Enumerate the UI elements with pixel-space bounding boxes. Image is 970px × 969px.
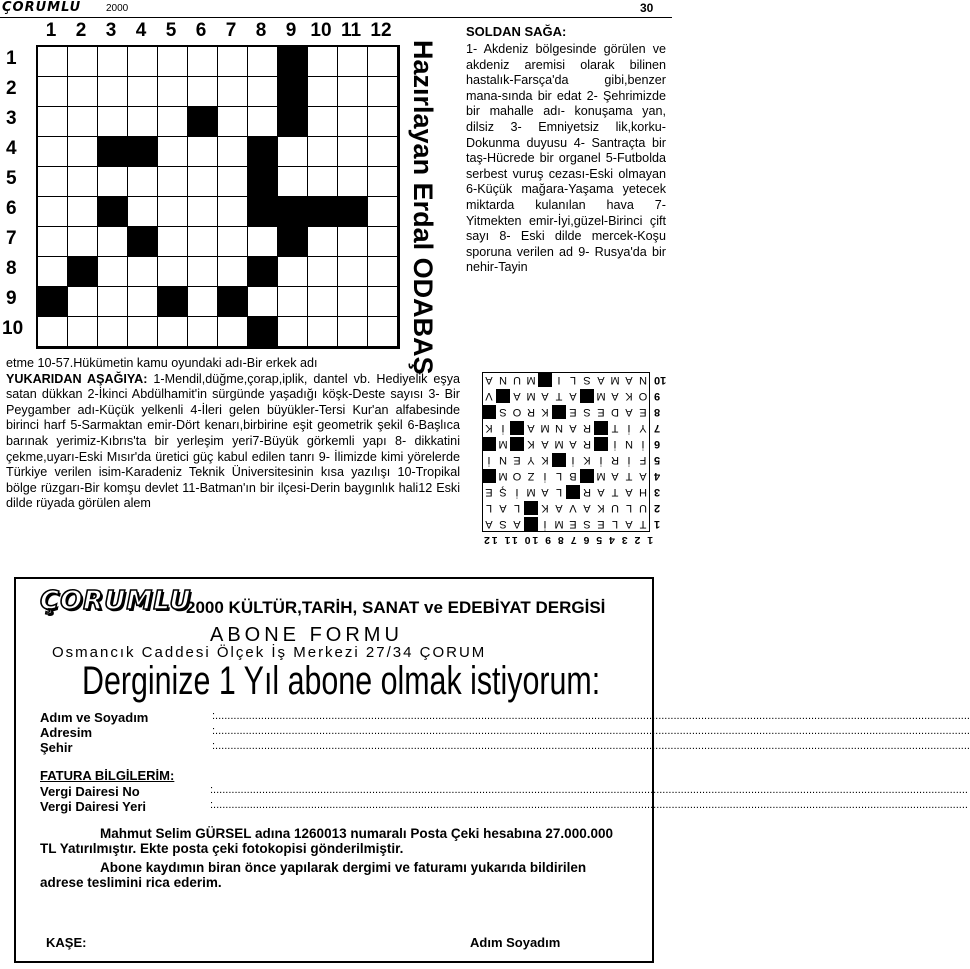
grid-cell-black <box>128 227 158 257</box>
solution-letter: R <box>527 406 535 418</box>
solution-letter: H <box>639 486 647 498</box>
author-credit <box>404 40 444 375</box>
grid-cell-empty[interactable] <box>98 287 128 317</box>
grid-cell-empty[interactable] <box>128 317 158 347</box>
grid-cell-empty[interactable] <box>158 317 188 347</box>
grid-cell-empty[interactable] <box>368 137 398 167</box>
solution-letter: A <box>611 390 619 402</box>
grid-cell-empty[interactable] <box>68 167 98 197</box>
solution-letter: M <box>554 518 564 530</box>
solution-letter: L <box>555 470 563 482</box>
solution-letter: M <box>596 470 606 482</box>
solution-letter: İ <box>501 422 505 434</box>
row-number: 5 <box>6 168 17 189</box>
solution-letter: N <box>499 374 507 386</box>
grid-cell-empty[interactable] <box>278 167 308 197</box>
solution-row-number: 6 <box>654 438 661 450</box>
grid-cell-empty[interactable] <box>98 167 128 197</box>
solution-letter: N <box>499 454 507 466</box>
tax-office-place-label: Vergi Dairesi Yeri <box>40 799 146 814</box>
solution-letter: R <box>583 422 591 434</box>
stamp-label: KAŞE: <box>46 935 87 950</box>
grid-cell-empty[interactable] <box>308 287 338 317</box>
grid-cell-empty[interactable] <box>98 47 128 77</box>
field-name-input[interactable]: :....................................................................................................................................................................................................................................................... <box>212 710 970 722</box>
column-number: 7 <box>225 20 237 41</box>
row-number: 3 <box>6 108 17 129</box>
solution-letter: M <box>526 374 536 386</box>
grid-cell-empty[interactable] <box>308 47 338 77</box>
solution-letter: K <box>485 422 493 434</box>
across-clues-tail: etme 10-57.Hükümetin kamu oyundaki adı-Bir erkek adı <box>6 356 318 370</box>
grid-cell-empty[interactable] <box>38 197 68 227</box>
solution-letter: M <box>498 438 508 450</box>
grid-cell-empty[interactable] <box>278 287 308 317</box>
solution-letter: V <box>485 390 493 402</box>
solution-letter: İ <box>641 438 645 450</box>
solution-letter: I <box>557 374 561 386</box>
field-address-input[interactable]: :....................................................................................................................................................................................................................................................... <box>212 725 970 737</box>
grid-cell-empty[interactable] <box>368 77 398 107</box>
column-number: 2 <box>75 20 87 41</box>
grid-cell-empty[interactable] <box>98 77 128 107</box>
grid-cell-empty[interactable] <box>218 227 248 257</box>
solution-letter: A <box>555 502 563 514</box>
column-number: 12 <box>370 20 392 41</box>
grid-cell-empty[interactable] <box>68 107 98 137</box>
solution-letter: S <box>583 374 591 386</box>
solution-letter: E <box>569 406 577 418</box>
column-number: 10 <box>310 20 332 41</box>
grid-cell-empty[interactable] <box>68 137 98 167</box>
column-number: 8 <box>255 20 267 41</box>
solution-letter: İ <box>627 454 631 466</box>
grid-cell-black <box>278 227 308 257</box>
grid-cell-empty[interactable] <box>308 137 338 167</box>
solution-letter: T <box>611 422 619 434</box>
solution-letter: K <box>583 454 591 466</box>
row-number: 8 <box>6 258 17 279</box>
grid-cell-empty[interactable] <box>248 77 278 107</box>
grid-cell-black <box>68 257 98 287</box>
solution-grid <box>470 372 668 552</box>
column-number: 6 <box>195 20 207 41</box>
grid-cell-empty[interactable] <box>188 317 218 347</box>
solution-letter: B <box>569 470 577 482</box>
solution-letter: T <box>555 390 563 402</box>
solution-letter: A <box>499 502 507 514</box>
row-number: 2 <box>6 78 17 99</box>
grid-cell-empty[interactable] <box>98 107 128 137</box>
grid-cell-black <box>38 287 68 317</box>
grid-cell-black <box>248 197 278 227</box>
solution-letter: E <box>513 454 521 466</box>
solution-letter: K <box>541 454 549 466</box>
grid-cell-empty[interactable] <box>188 287 218 317</box>
grid-cell-empty[interactable] <box>338 107 368 137</box>
column-number: 3 <box>105 20 117 41</box>
solution-letter: M <box>526 486 536 498</box>
grid-cell-empty[interactable] <box>308 227 338 257</box>
solution-letter: L <box>611 518 619 530</box>
grid-cell-empty[interactable] <box>218 197 248 227</box>
solution-column-numbers: 1 2 3 4 5 6 7 8 9 10 11 12 <box>482 534 654 546</box>
tax-office-no-label: Vergi Dairesi No <box>40 784 140 799</box>
solution-letter: K <box>541 406 549 418</box>
grid-cell-empty[interactable] <box>218 47 248 77</box>
grid-cell-empty[interactable] <box>128 287 158 317</box>
solution-row-number: 8 <box>654 406 661 418</box>
grid-cell-empty[interactable] <box>188 227 218 257</box>
grid-cell-empty[interactable] <box>188 257 218 287</box>
down-clues-text: 1-Mendil,düğme,çorap,iplik, dantel vb. Hediyelik eşya satan dükkan 2-İkinci Abdülhamit'in sürgünde yaşadığı köşk-Deste sayısı 3- Bir Peygamber adı-Küçük yelkenli 4-İleri gelen büyükler-Tersi Kur'an alfabesinde birinci harf 5-Sarmaktan emir-Dört kenarı,birbirine eşit geometrik şekil 6-Başlıca barınak yerimiz-Kıbrıs'ta bir yerleşim yeri7-Büyük görkemli yapı 8- dikkatini çekme,uyarı-Eski Mısır'da üretici güç kabul edilen tanrı 9- İlimizde kimi yörelerde Türkiye verilen isim-Karadeniz Teknik Üniversitesinin kısa yazılışı 10-Tropikal bölge rüzgarı-Bir komşu devlet 11-Batman'ın bir ilçesi-Derin baygınlık hali12 Eski dilde rüyada görülen alem <box>6 371 461 511</box>
header-year: 2000 <box>106 3 129 14</box>
solution-letter: İ <box>487 454 491 466</box>
grid-cell-empty[interactable] <box>68 47 98 77</box>
solution-letter: İ <box>599 454 603 466</box>
row-number: 6 <box>6 198 17 219</box>
grid-cell-empty[interactable] <box>98 317 128 347</box>
grid-cell-empty[interactable] <box>38 227 68 257</box>
grid-cell-empty[interactable] <box>38 317 68 347</box>
grid-cell-empty[interactable] <box>338 317 368 347</box>
column-number: 1 <box>45 20 57 41</box>
field-address-label: Adresim <box>40 725 93 740</box>
solution-row-number: 2 <box>654 502 661 514</box>
grid-cell-black <box>188 107 218 137</box>
column-number: 9 <box>285 20 297 41</box>
payment-text <box>40 826 630 890</box>
grid-cell-empty[interactable] <box>368 167 398 197</box>
solution-letter: E <box>639 406 647 418</box>
grid-cell-black <box>248 257 278 287</box>
grid-cell-empty[interactable] <box>338 227 368 257</box>
grid-cell-empty[interactable] <box>308 167 338 197</box>
grid-cell-empty[interactable] <box>308 77 338 107</box>
payment-paragraph-1: Mahmut Selim GÜRSEL adına 1260013 numaralı Posta Çeki hesabına 27.000.000 TL Yatırılmıştır. Ekte posta çeki fotokopisi gönderilmiştir. <box>40 826 613 856</box>
grid-cell-black <box>278 197 308 227</box>
grid-cell-black <box>248 137 278 167</box>
solution-letter: İ <box>515 486 519 498</box>
grid-cell-empty[interactable] <box>158 107 188 137</box>
grid-cell-black <box>278 107 308 137</box>
solution-letter: A <box>611 470 619 482</box>
tax-office-place-input[interactable]: :....................................................................................................................................................................................................................................................... <box>210 799 968 811</box>
grid-cell-empty[interactable] <box>158 47 188 77</box>
grid-cell-black <box>128 137 158 167</box>
grid-cell-black <box>98 197 128 227</box>
grid-cell-empty[interactable] <box>128 257 158 287</box>
solution-letter: İ <box>613 438 617 450</box>
grid-cell-black <box>98 137 128 167</box>
field-city-input[interactable]: :....................................................................................................................................................................................................................................................... <box>212 740 970 752</box>
solution-letter: N <box>625 438 633 450</box>
solution-frame <box>482 372 650 532</box>
grid-cell-empty[interactable] <box>128 47 158 77</box>
solution-letter: İ <box>627 422 631 434</box>
solution-letter: Z <box>527 470 535 482</box>
grid-cell-empty[interactable] <box>278 317 308 347</box>
solution-letter: R <box>611 454 619 466</box>
grid-cell-empty[interactable] <box>368 257 398 287</box>
solution-letter: K <box>597 502 605 514</box>
grid-cell-empty[interactable] <box>38 167 68 197</box>
grid-cell-empty[interactable] <box>188 167 218 197</box>
solution-letter: O <box>638 390 648 402</box>
form-logo: ÇORUMLU <box>40 586 192 616</box>
grid-cell-empty[interactable] <box>218 317 248 347</box>
solution-letter: İ <box>571 454 575 466</box>
solution-letter: İ <box>543 518 547 530</box>
grid-cell-empty[interactable] <box>278 257 308 287</box>
grid-cell-empty[interactable] <box>158 167 188 197</box>
solution-letter: A <box>485 518 493 530</box>
grid-cell-empty[interactable] <box>128 77 158 107</box>
grid-cell-empty[interactable] <box>338 77 368 107</box>
row-number: 7 <box>6 228 17 249</box>
solution-letter: A <box>597 486 605 498</box>
solution-letter: L <box>555 486 563 498</box>
grid-cell-empty[interactable] <box>158 137 188 167</box>
grid-cell-empty[interactable] <box>68 197 98 227</box>
grid-cell-empty[interactable] <box>38 47 68 77</box>
solution-letter: M <box>526 390 536 402</box>
grid-cell-empty[interactable] <box>368 287 398 317</box>
grid-cell-empty[interactable] <box>188 47 218 77</box>
magazine-logo: ÇORUMLU <box>2 0 82 15</box>
solution-letter: L <box>625 502 633 514</box>
grid-cell-empty[interactable] <box>98 257 128 287</box>
grid-cell-empty[interactable] <box>218 77 248 107</box>
solution-letter: K <box>527 438 535 450</box>
solution-letter: A <box>625 406 633 418</box>
solution-letter: O <box>512 470 522 482</box>
solution-letter: U <box>611 502 619 514</box>
grid-cell-empty[interactable] <box>338 47 368 77</box>
solution-letter: M <box>610 374 620 386</box>
form-address: Osmancık Caddesi Ölçek İş Merkezi 27/34 ÇORUM <box>52 644 487 661</box>
row-number: 4 <box>6 138 17 159</box>
grid-cell-black <box>248 167 278 197</box>
solution-letter: U <box>639 502 647 514</box>
solution-letter: M <box>554 438 564 450</box>
solution-row-number: 9 <box>654 390 661 402</box>
grid-cell-empty[interactable] <box>68 77 98 107</box>
payment-paragraph-2: Abone kaydımın biran önce yapılarak dergimi ve faturamı yukarıda bildirilen adrese teslimini rica ederim. <box>40 860 587 890</box>
signature-label: Adım Soyadım <box>470 935 561 950</box>
solution-letter: A <box>583 502 591 514</box>
grid-cell-empty[interactable] <box>38 137 68 167</box>
solution-letter: A <box>569 438 577 450</box>
solution-letter: S <box>499 406 507 418</box>
grid-cell-empty[interactable] <box>308 257 338 287</box>
solution-letter: L <box>485 502 493 514</box>
field-city-label: Şehir <box>40 740 73 755</box>
solution-letter: A <box>513 390 521 402</box>
grid-cell-empty[interactable] <box>38 257 68 287</box>
solution-letter: A <box>541 486 549 498</box>
solution-letter: N <box>555 422 563 434</box>
solution-letter: N <box>639 374 647 386</box>
solution-letter: A <box>527 422 535 434</box>
tax-office-no-input[interactable]: :....................................................................................................................................................................................................................................................... <box>210 784 968 796</box>
grid-cell-empty[interactable] <box>158 257 188 287</box>
form-title: ABONE FORMU <box>210 624 403 646</box>
grid-cell-black <box>248 317 278 347</box>
solution-letter: A <box>625 518 633 530</box>
solution-letter: L <box>513 502 521 514</box>
grid-cell-empty[interactable] <box>158 227 188 257</box>
solution-letter: R <box>583 486 591 498</box>
solution-letter: M <box>596 390 606 402</box>
solution-letter: K <box>541 502 549 514</box>
solution-letter: A <box>513 518 521 530</box>
solution-letter: O <box>512 406 522 418</box>
solution-letter: A <box>541 390 549 402</box>
grid-cell-empty[interactable] <box>368 317 398 347</box>
solution-letter: A <box>625 486 633 498</box>
magazine-title: 2000 KÜLTÜR,TARİH, SANAT ve EDEBİYAT DERGİSİ <box>186 598 606 617</box>
form-headline: Derginize 1 Yıl abone olmak istiyorum: <box>82 659 601 703</box>
grid-cell-empty[interactable] <box>188 197 218 227</box>
grid-cell-black <box>278 47 308 77</box>
solution-row-number: 4 <box>654 470 661 482</box>
grid-cell-empty[interactable] <box>188 137 218 167</box>
grid-cell-empty[interactable] <box>338 167 368 197</box>
grid-cell-empty[interactable] <box>308 107 338 137</box>
grid-cell-empty[interactable] <box>68 227 98 257</box>
solution-letter: V <box>569 502 577 514</box>
grid-cell-empty[interactable] <box>368 227 398 257</box>
solution-row-number: 1 <box>654 518 661 530</box>
solution-letter: Y <box>527 454 535 466</box>
grid-cell-empty[interactable] <box>368 47 398 77</box>
invoice-title: FATURA BİLGİLERİM: <box>40 768 175 783</box>
crossword-grid <box>36 45 400 349</box>
grid-cell-empty[interactable] <box>38 77 68 107</box>
solution-letter: L <box>569 374 577 386</box>
solution-letter: M <box>498 470 508 482</box>
row-number: 1 <box>6 48 17 69</box>
author-credit-text: Hazırlayan Erdal ODABAŞ <box>408 40 438 375</box>
solution-letter: A <box>569 390 577 402</box>
grid-cell-empty[interactable] <box>338 137 368 167</box>
grid-cell-empty[interactable] <box>368 197 398 227</box>
solution-letter: R <box>583 438 591 450</box>
solution-letter: T <box>639 518 647 530</box>
grid-cell-empty[interactable] <box>218 167 248 197</box>
solution-letter: K <box>625 390 633 402</box>
solution-row-number: 10 <box>654 374 667 386</box>
solution-letter: A <box>569 422 577 434</box>
grid-cell-empty[interactable] <box>248 287 278 317</box>
grid-cell-empty[interactable] <box>278 137 308 167</box>
field-name-label: Adım ve Soyadım <box>40 710 149 725</box>
grid-cell-empty[interactable] <box>248 107 278 137</box>
grid-cell-black <box>218 287 248 317</box>
solution-letter: Ş <box>499 486 507 498</box>
solution-row-number: 5 <box>654 454 661 466</box>
row-number: 9 <box>6 288 17 309</box>
across-clues: 1- Akdeniz bölgesinde görülen ve akdeniz aremisi olarak bilinen hastalık-Farsça'da gibi,benzer mana-sında bir edat 2- Şehrimizde bir mahalle adı- konuşama yan, dilsiz 3- Emniyetsiz lik,korku- Dokunma duyusu 4- Santraçta bir taş-Hücrede bir organel 5-Futbolda serbest vuruş cezası-Eski olmayan 6-Küçük mağara-Yaşama yetecek miktarda kulanılan hava 7-Yitmekten emir-İyi,güzel-Birinci çift sayı 8- Eski dilde mercek-Koşu sporuna verilen ad 9- Rusya'da bir nehir-Tayin <box>466 42 666 275</box>
grid-cell-empty[interactable] <box>158 197 188 227</box>
grid-cell-empty[interactable] <box>98 227 128 257</box>
solution-letter: A <box>485 374 493 386</box>
solution-letter: E <box>597 406 605 418</box>
solution-letter: S <box>583 518 591 530</box>
solution-letter: T <box>611 486 619 498</box>
solution-row-number: 3 <box>654 486 661 498</box>
grid-cell-empty[interactable] <box>68 287 98 317</box>
solution-letter: D <box>611 406 619 418</box>
grid-cell-empty[interactable] <box>128 107 158 137</box>
solution-letter: A <box>625 374 633 386</box>
solution-letter: U <box>513 374 521 386</box>
column-number: 11 <box>340 20 362 41</box>
grid-cell-empty[interactable] <box>338 287 368 317</box>
grid-cell-empty[interactable] <box>158 77 188 107</box>
grid-cell-empty[interactable] <box>218 257 248 287</box>
grid-cell-empty[interactable] <box>338 257 368 287</box>
column-number: 4 <box>135 20 147 41</box>
solution-letter: F <box>639 454 647 466</box>
header-rule <box>0 17 672 18</box>
solution-letter: E <box>485 486 493 498</box>
solution-letter: Y <box>639 422 647 434</box>
solution-letter: İ <box>543 470 547 482</box>
solution-letter: E <box>569 518 577 530</box>
grid-cell-empty[interactable] <box>68 317 98 347</box>
grid-cell-empty[interactable] <box>368 107 398 137</box>
down-clues <box>6 356 460 512</box>
solution-letter: S <box>499 518 507 530</box>
grid-cell-black <box>308 197 338 227</box>
grid-cell-black <box>158 287 188 317</box>
column-number: 5 <box>165 20 177 41</box>
solution-letter: A <box>541 438 549 450</box>
grid-cell-black <box>278 77 308 107</box>
down-title: YUKARIDAN AŞAĞIYA: <box>6 371 148 386</box>
solution-letter: S <box>583 406 591 418</box>
grid-cell-empty[interactable] <box>38 107 68 137</box>
across-title: SOLDAN SAĞA: <box>466 24 567 39</box>
grid-cell-empty[interactable] <box>218 137 248 167</box>
grid-cell-empty[interactable] <box>218 107 248 137</box>
page-number: 30 <box>640 1 654 15</box>
grid-cell-empty[interactable] <box>188 77 218 107</box>
solution-letter: T <box>625 470 633 482</box>
solution-letter: E <box>597 518 605 530</box>
grid-cell-black <box>338 197 368 227</box>
grid-cell-empty[interactable] <box>128 197 158 227</box>
grid-cell-empty[interactable] <box>248 47 278 77</box>
solution-row-number: 7 <box>654 422 661 434</box>
solution-letter: A <box>639 470 647 482</box>
grid-cell-empty[interactable] <box>248 227 278 257</box>
grid-cell-empty[interactable] <box>128 167 158 197</box>
solution-letter: M <box>540 422 550 434</box>
solution-letter: A <box>597 374 605 386</box>
row-number: 10 <box>2 318 24 339</box>
grid-cell-empty[interactable] <box>308 317 338 347</box>
